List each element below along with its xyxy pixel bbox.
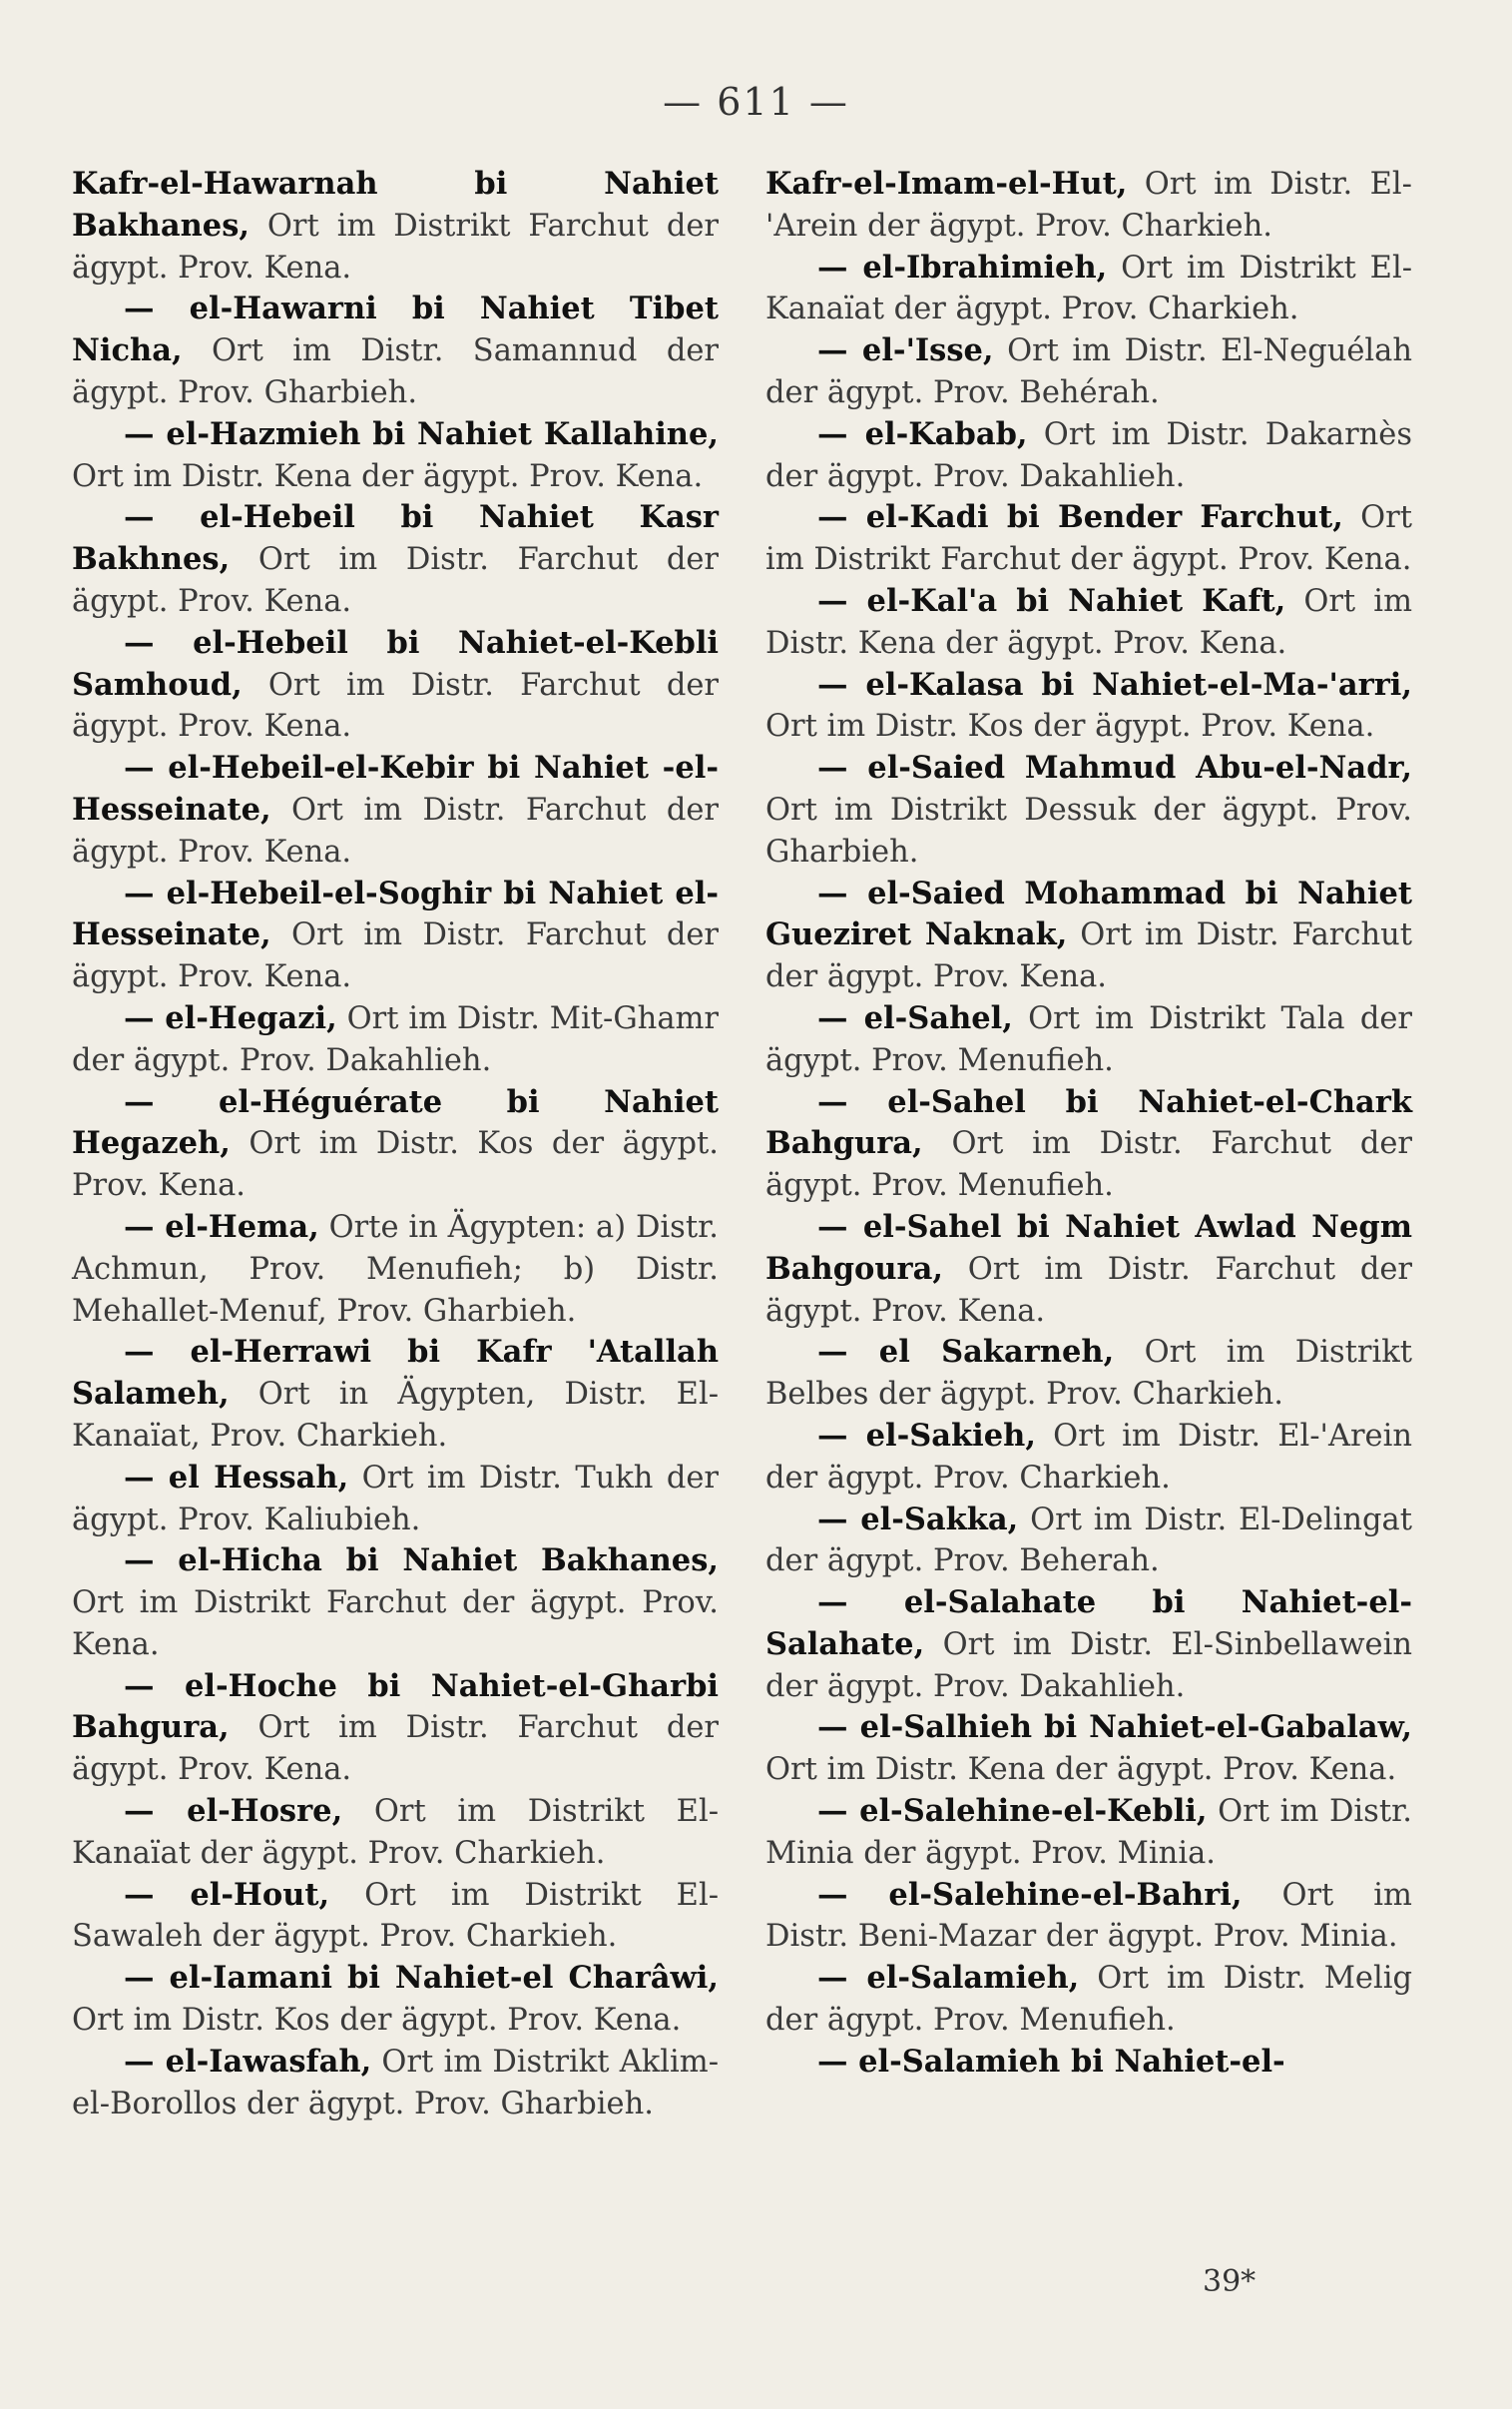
entry-headword: — el-Sahel bi Nahiet Awlad Negm Bahgoura,: [765, 1208, 1412, 1287]
entry-description: Ort im Distr. El-'Arein der ägypt. Prov. Charkieh.: [765, 167, 1412, 244]
entry-headword: — el-Sahel bi Nahiet-el-Chark Bahgura,: [765, 1083, 1412, 1162]
entry-description: Ort im Distr. El-Sinbellawein der ägypt. Prov. Dakahlieh.: [765, 1626, 1412, 1704]
gazetteer-entry: [72, 1958, 719, 2042]
entry-description: Ort im Distrikt Tala der ägypt. Prov. Menufieh.: [765, 1000, 1413, 1078]
gazetteer-entry: [72, 1207, 719, 1332]
gazetteer-entry: [72, 2042, 719, 2125]
gazetteer-entry: [765, 1207, 1412, 1332]
entry-headword: — el-Salahate bi Nahiet-el-Salahate,: [765, 1584, 1412, 1662]
entry-description: Ort im Distr. Samannud der ägypt. Prov. Gharbieh.: [72, 333, 719, 410]
entry-description: Ort im Distr. Farchut der ägypt. Prov. Kena.: [72, 792, 719, 870]
entry-headword: — el-Hegazi,: [124, 999, 337, 1036]
entry-description: Ort im Distr. Mit-Ghamr der ägypt. Prov. Dakahlieh.: [72, 1000, 720, 1078]
entry-headword: — el-Sakka,: [817, 1501, 1019, 1537]
entry-description: Ort im Distrikt El-Sawaleh der ägypt. Prov. Charkieh.: [72, 1877, 720, 1955]
gazetteer-entry: [72, 874, 719, 998]
entry-description: Ort im Distr. Kena der ägypt. Prov. Kena.: [765, 1752, 1397, 1788]
entry-description: Ort im Distr. Farchut der ägypt. Prov. Kena.: [765, 917, 1412, 995]
page-number: — 611 —: [663, 80, 849, 124]
gazetteer-entry: [765, 1416, 1412, 1500]
gazetteer-entry: [72, 998, 719, 1082]
entry-description: Ort im Distrikt Farchut der ägypt. Prov. Kena.: [72, 208, 719, 286]
entry-description: Ort im Distr. El-Delingat der ägypt. Prov. Beherah.: [765, 1502, 1412, 1579]
entry-description: Ort im Distr. Beni-Mazar der ägypt. Prov. Minia.: [765, 1877, 1412, 1955]
gazetteer-entry: [765, 330, 1412, 414]
gazetteer-entry: [72, 1082, 719, 1207]
entry-headword: — el-Kadi bi Bender Farchut,: [817, 499, 1343, 536]
entry-description: Ort im Distr. Kos der ägypt. Prov. Kena.: [72, 2003, 682, 2039]
entry-description: Ort im Distrikt Dessuk der ägypt. Prov. Gharbieh.: [765, 792, 1412, 870]
entry-description: Orte in Ägypten: a) Distr. Achmun, Prov. Menufieh; b) Distr. Mehallet-Menuf, Prov. Gharbieh.: [72, 1209, 719, 1329]
entry-headword: — el-Sakieh,: [817, 1417, 1036, 1454]
entry-headword: — el-'Isse,: [817, 332, 994, 369]
entry-headword: — el-Hosre,: [124, 1793, 343, 1830]
entry-headword: — el-Herrawi bi Kafr 'Atallah Salameh,: [72, 1334, 719, 1413]
entry-description: Ort im Distr. Farchut der ägypt. Prov. Kena.: [72, 1710, 719, 1788]
entry-headword: — el-Hebeil bi Nahiet Kasr Bakhnes,: [72, 499, 719, 578]
gazetteer-entry: [72, 1791, 719, 1875]
gazetteer-entry: [765, 2042, 1412, 2084]
entry-description: Ort im Distr. Kos der ägypt. Prov. Kena.: [765, 709, 1375, 745]
entry-headword: — el-Hebeil-el-Soghir bi Nahiet el-Hesseinate,: [72, 875, 719, 953]
gazetteer-entry: [765, 998, 1412, 1082]
entry-headword: — el-Héguérate bi Nahiet Hegazeh,: [72, 1083, 719, 1162]
gazetteer-entry: [72, 1875, 719, 1959]
entry-description: Ort im Distr. El-'Arein der ägypt. Prov. Charkieh.: [765, 1418, 1412, 1496]
entry-description: Ort im Distr. Minia der ägypt. Prov. Minia.: [765, 1794, 1412, 1871]
entry-description: Ort im Distr. El-Neguélah der ägypt. Prov. Behérah.: [765, 333, 1412, 410]
entry-headword: — el-Hebeil-el-Kebir bi Nahiet -el-Hesseinate,: [72, 750, 719, 828]
entry-description: Ort im Distr. Kos der ägypt. Prov. Kena.: [72, 1126, 719, 1204]
entry-description: Ort im Distr. Kena der ägypt. Prov. Kena.: [72, 458, 704, 494]
gazetteer-entry: [765, 874, 1412, 998]
entry-headword: — el-Hout,: [124, 1876, 330, 1913]
gazetteer-entry: [765, 581, 1412, 665]
entry-headword: — el-Hema,: [124, 1208, 319, 1245]
entry-headword: — el-Hawarni bi Nahiet Tibet Nicha,: [72, 291, 719, 369]
gazetteer-entry: [72, 1666, 719, 1791]
entry-description: Ort im Distr. Farchut der ägypt. Prov. Kena.: [765, 1251, 1412, 1329]
gazetteer-entry: [765, 1332, 1412, 1416]
gazetteer-entry: [72, 164, 719, 289]
gazetteer-entry: [765, 414, 1412, 498]
entry-headword: — el-Saied Mahmud Abu-el-Nadr,: [817, 750, 1412, 787]
entry-description: Ort im Distr. Farchut der ägypt. Prov. Kena.: [72, 542, 719, 619]
gazetteer-entry: [765, 164, 1412, 248]
entry-description: Ort im Distrikt Belbes der ägypt. Prov. Charkieh.: [765, 1335, 1413, 1413]
gazetteer-entry: [765, 1875, 1412, 1959]
entry-description: Ort im Distr. Kena der ägypt. Prov. Kena.: [765, 583, 1412, 661]
right-column: [765, 164, 1412, 2084]
entry-description: Ort im Distr. Dakarnès der ägypt. Prov. Dakahlieh.: [765, 416, 1412, 494]
entry-headword: — el-Salamieh bi Nahiet-el-: [817, 2043, 1285, 2080]
entry-headword: — el-Kalasa bi Nahiet-el-Ma-'arri,: [817, 666, 1412, 703]
entry-description: Ort im Distrikt Farchut der ägypt. Prov. Kena.: [765, 500, 1412, 578]
entry-description: Ort im Distrikt Farchut der ägypt. Prov. Kena.: [72, 1585, 719, 1662]
entry-headword: — el-Salhieh bi Nahiet-el-Gabalaw,: [817, 1709, 1412, 1746]
entry-description: Ort im Distrikt El-Kanaïat der ägypt. Prov. Charkieh.: [765, 250, 1412, 327]
entry-headword: — el-Ibrahimieh,: [817, 249, 1108, 286]
entry-description: Ort in Ägypten, Distr. El-Kanaïat, Prov. Charkieh.: [72, 1377, 719, 1454]
entry-headword: Kafr-el-Hawarnah bi Nahiet Bakhanes,: [72, 166, 719, 244]
sheet-signature: 39*: [1203, 2264, 1257, 2299]
entry-headword: — el-Iamani bi Nahiet-el Charâwi,: [124, 1960, 719, 1997]
gazetteer-entry: [72, 414, 719, 498]
entry-headword: Kafr-el-Imam-el-Hut,: [765, 166, 1128, 202]
gazetteer-entry: [765, 1082, 1412, 1207]
gazetteer-entry: [765, 248, 1412, 331]
entry-description: Ort im Distr. Farchut der ägypt. Prov. Kena.: [72, 667, 719, 745]
entry-headword: — el-Kal'a bi Nahiet Kaft,: [817, 582, 1286, 619]
entry-headword: — el-Salamieh,: [817, 1960, 1080, 1997]
entry-headword: — el-Kabab,: [817, 415, 1028, 452]
gazetteer-entry: [72, 1458, 719, 1541]
entry-description: Ort im Distr. Melig der ägypt. Prov. Menufieh.: [765, 1961, 1413, 2039]
entry-headword: — el-Saied Mohammad bi Nahiet Gueziret Naknak,: [765, 875, 1412, 953]
gazetteer-entry: [765, 1791, 1412, 1875]
entry-headword: — el Sakarneh,: [817, 1334, 1115, 1371]
entry-description: Ort im Distr. Farchut der ägypt. Prov. Menufieh.: [765, 1126, 1412, 1204]
gazetteer-entry: [765, 1582, 1412, 1707]
entry-headword: — el-Hazmieh bi Nahiet Kallahine,: [124, 415, 719, 452]
entry-headword: — el-Hicha bi Nahiet Bakhanes,: [124, 1542, 719, 1579]
gazetteer-entry: [72, 623, 719, 748]
gazetteer-entry: [72, 748, 719, 873]
entry-headword: — el-Hoche bi Nahiet-el-Gharbi Bahgura,: [72, 1667, 719, 1746]
gazetteer-entry: [72, 289, 719, 413]
left-column: [72, 164, 719, 2124]
entry-description: Ort im Distrikt El-Kanaïat der ägypt. Prov. Charkieh.: [72, 1794, 720, 1871]
gazetteer-entry: [72, 1540, 719, 1665]
gazetteer-entry: [72, 497, 719, 622]
gazetteer-entry: [765, 1958, 1412, 2042]
gazetteer-entry: [765, 1707, 1412, 1791]
entry-headword: — el Hessah,: [124, 1459, 349, 1496]
entry-description: Ort im Distrikt Aklim-el-Borollos der ägypt. Prov. Gharbieh.: [72, 2044, 719, 2121]
entry-headword: — el-Sahel,: [817, 999, 1013, 1036]
entry-headword: — el-Iawasfah,: [124, 2043, 372, 2080]
entry-description: Ort im Distr. Farchut der ägypt. Prov. Kena.: [72, 917, 719, 995]
entry-headword: — el-Salehine-el-Kebli,: [817, 1793, 1208, 1830]
entry-headword: — el-Hebeil bi Nahiet-el-Kebli Samhoud,: [72, 624, 719, 703]
gazetteer-entry: [765, 665, 1412, 749]
entry-headword: — el-Salehine-el-Bahri,: [817, 1876, 1243, 1913]
entry-description: Ort im Distr. Tukh der ägypt. Prov. Kaliubieh.: [72, 1460, 719, 1537]
gazetteer-entry: [72, 1332, 719, 1457]
gazetteer-entry: [765, 748, 1412, 873]
gazetteer-entry: [765, 497, 1412, 581]
gazetteer-entry: [765, 1500, 1412, 1583]
